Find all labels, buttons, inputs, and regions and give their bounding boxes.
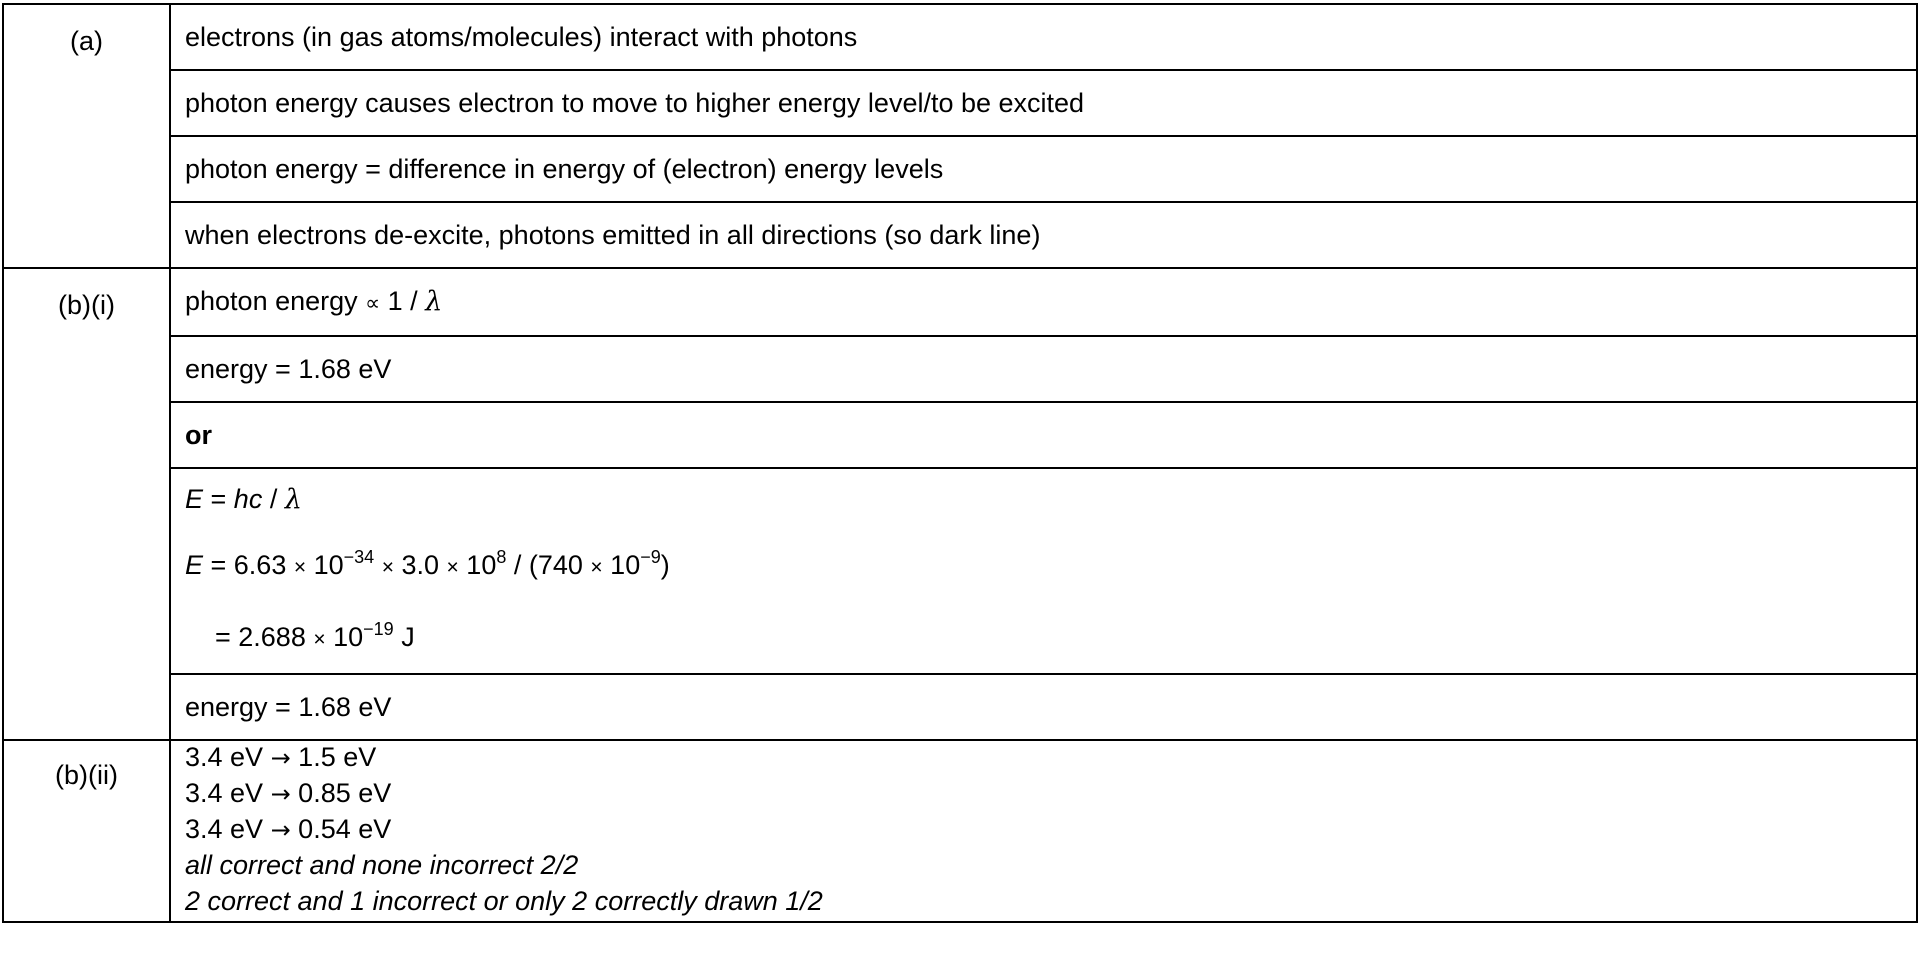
transition-to: 0.54 eV (290, 814, 392, 844)
table-row (3, 402, 1917, 468)
calc-text: / (740 (506, 550, 591, 580)
proportional-symbol: ∝ (365, 292, 381, 316)
calc-text: = 6.63 (203, 550, 294, 580)
transition-from: 3.4 eV (185, 778, 271, 808)
divide-sign: / (262, 484, 285, 514)
answer-bi-energy: energy = 1.68 eV (170, 336, 1917, 402)
calc-text: 10 (325, 622, 364, 652)
transition-to: 0.85 eV (290, 778, 392, 808)
table-row (3, 202, 1917, 268)
transition-line (185, 741, 1916, 777)
substitution-line (185, 529, 1916, 601)
exponent: −19 (363, 619, 394, 639)
energy-symbol: E (185, 550, 204, 580)
arrow-icon: → (270, 744, 291, 772)
arrow-icon: → (270, 780, 291, 808)
transition-from: 3.4 eV (185, 814, 271, 844)
answer-text: 1 / (380, 286, 426, 317)
lambda-symbol: λ (284, 484, 302, 515)
answer-a-4: when electrons de-excite, photons emitted in all directions (so dark line) (170, 202, 1917, 268)
energy-symbol: E (185, 484, 204, 514)
transition-line (185, 813, 1916, 849)
table-row (3, 740, 1917, 922)
question-label-bi: (b)(i) (3, 268, 170, 740)
answer-a-2: photon energy causes electron to move to higher energy level/to be excited (170, 70, 1917, 136)
transition-line (185, 777, 1916, 813)
result-line (185, 601, 1916, 673)
transition-to: 1.5 eV (290, 742, 377, 772)
table-row (3, 268, 1917, 336)
calc-text: 10 (306, 550, 344, 580)
table-row (3, 468, 1917, 674)
times-sign: × (313, 628, 326, 651)
table-row (3, 70, 1917, 136)
exponent: −34 (343, 547, 375, 567)
table-row (3, 336, 1917, 402)
times-sign: × (381, 556, 394, 579)
answer-bii (170, 740, 1917, 922)
unit: J (393, 622, 415, 652)
mark-scheme-table (2, 3, 1918, 923)
arrow-icon: → (270, 816, 291, 844)
hc-symbol: hc (233, 484, 263, 514)
table-row (3, 4, 1917, 70)
answer-a-1: electrons (in gas atoms/molecules) interact with photons (170, 4, 1917, 70)
calc-text: 10 (458, 550, 497, 580)
exponent: −9 (640, 547, 661, 567)
answer-bi-proportional (170, 268, 1917, 336)
calc-text: = 2.688 (215, 622, 314, 652)
question-label-bii: (b)(ii) (3, 740, 170, 922)
answer-a-3: photon energy = difference in energy of (electron) energy levels (170, 136, 1917, 202)
calc-text: 10 (602, 550, 641, 580)
table-row (3, 136, 1917, 202)
lambda-symbol: λ (425, 286, 443, 318)
answer-bi-calculation (170, 468, 1917, 674)
times-sign: × (590, 556, 603, 579)
times-sign: × (293, 556, 307, 579)
answer-bi-or: or (170, 402, 1917, 468)
transition-from: 3.4 eV (185, 742, 271, 772)
exponent: 8 (496, 547, 507, 567)
marking-note: all correct and none incorrect 2/2 (185, 850, 579, 880)
question-label-a: (a) (3, 4, 170, 268)
answer-text: photon energy (185, 286, 366, 317)
answer-bi-energy-final: energy = 1.68 eV (170, 674, 1917, 740)
formula-line (185, 469, 1916, 529)
calc-text: ) (660, 550, 670, 580)
marking-note: 2 correct and 1 incorrect or only 2 correctly drawn 1/2 (185, 886, 823, 916)
equals-sign: = (203, 484, 234, 514)
calc-text: 3.0 (393, 550, 447, 580)
table-row (3, 674, 1917, 740)
times-sign: × (446, 556, 459, 579)
